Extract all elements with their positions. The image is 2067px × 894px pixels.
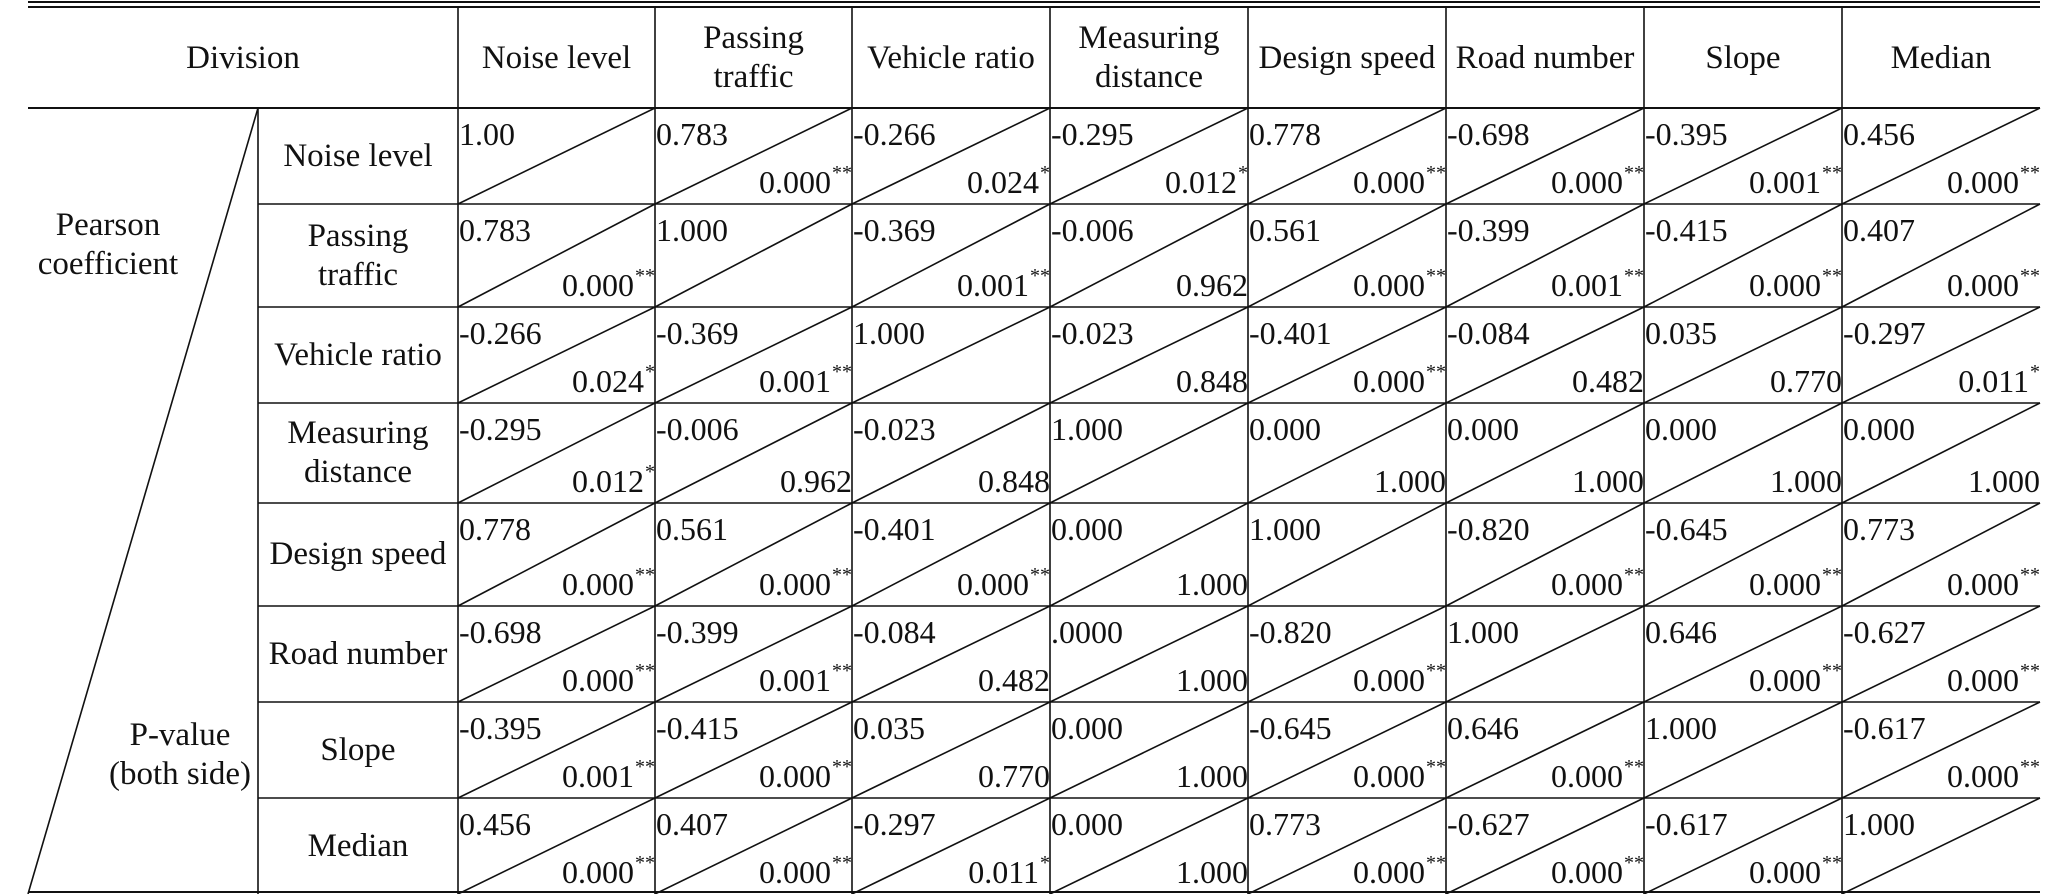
- p-value: [759, 361, 852, 399]
- p-value-number: 0.000: [1947, 164, 2019, 200]
- pearson-value: -0.399: [1447, 212, 1530, 248]
- p-value: [780, 465, 852, 497]
- p-value: [1374, 465, 1446, 497]
- pearson-value: 0.035: [1645, 315, 1717, 351]
- p-value-number: 0.000: [1551, 854, 1623, 890]
- pearson-value: -0.627: [1447, 806, 1530, 842]
- row-label: [258, 307, 458, 403]
- row-label: [258, 798, 458, 894]
- p-value: [1749, 162, 1842, 200]
- p-value: [562, 756, 655, 794]
- pearson-value: .0000: [1051, 614, 1123, 650]
- p-value: [1749, 660, 1842, 698]
- p-value: [1947, 162, 2040, 200]
- significance-mark: **: [2020, 564, 2040, 586]
- pearson-value: 1.000: [1249, 511, 1321, 547]
- p-value: [978, 664, 1050, 696]
- p-value-number: 0.482: [978, 662, 1050, 698]
- column-header-line: distance: [1094, 59, 1204, 95]
- pearson-value: 0.456: [1843, 116, 1915, 152]
- column-header: [655, 8, 852, 108]
- significance-mark: **: [1030, 564, 1050, 586]
- p-value: [572, 461, 655, 499]
- p-value-number: 0.482: [1572, 363, 1644, 399]
- p-value-number: 0.962: [1176, 267, 1248, 303]
- p-value: [1551, 265, 1644, 303]
- p-value-number: 0.000: [562, 566, 634, 602]
- p-value: [1749, 265, 1842, 303]
- p-value-number: 0.000: [759, 854, 831, 890]
- row-label-line: Slope: [320, 731, 396, 768]
- side-label-pvalue-line: (both side): [108, 756, 252, 792]
- p-value: [1353, 361, 1446, 399]
- header-division: Division: [186, 40, 300, 76]
- row-label: [258, 702, 458, 798]
- p-value-number: 0.001: [957, 267, 1029, 303]
- pearson-value: -0.415: [656, 710, 739, 746]
- pearson-value: 0.456: [459, 806, 531, 842]
- row-label-line: Measuring: [287, 415, 429, 452]
- p-value: [1176, 365, 1248, 397]
- pearson-value: 0.000: [1051, 511, 1123, 547]
- significance-mark: **: [635, 265, 655, 287]
- significance-mark: *: [2030, 361, 2040, 383]
- p-value-number: 0.000: [1551, 566, 1623, 602]
- p-value: [1176, 269, 1248, 301]
- p-value: [1176, 664, 1248, 696]
- pearson-value: -0.023: [853, 411, 936, 447]
- significance-mark: **: [2020, 265, 2040, 287]
- pearson-value: -0.645: [1645, 511, 1728, 547]
- p-value-number: 0.000: [1353, 662, 1425, 698]
- column-header-line: Median: [1890, 39, 1992, 76]
- pearson-value: -0.266: [853, 116, 936, 152]
- p-value: [562, 564, 655, 602]
- p-value: [1947, 265, 2040, 303]
- significance-mark: **: [832, 361, 852, 383]
- pearson-value: 0.407: [656, 806, 728, 842]
- p-value: [968, 852, 1050, 890]
- p-value: [1165, 162, 1248, 200]
- column-header-line: Passing: [703, 20, 804, 57]
- p-value-number: 0.000: [1353, 758, 1425, 794]
- significance-mark: **: [832, 852, 852, 874]
- significance-mark: **: [1030, 265, 1050, 287]
- p-value-number: 0.024: [967, 164, 1039, 200]
- p-value: [759, 660, 852, 698]
- p-value: [1551, 564, 1644, 602]
- pearson-value: -0.395: [1645, 116, 1728, 152]
- p-value-number: 0.001: [759, 662, 831, 698]
- significance-mark: *: [1040, 162, 1050, 184]
- pearson-value: 0.778: [459, 511, 531, 547]
- p-value-number: 1.000: [1572, 463, 1644, 499]
- pearson-value: -0.395: [459, 710, 542, 746]
- significance-mark: **: [1624, 756, 1644, 778]
- p-value: [957, 265, 1050, 303]
- p-value-number: 0.000: [1353, 854, 1425, 890]
- column-header-line: Vehicle ratio: [867, 39, 1035, 76]
- pearson-value: -0.023: [1051, 315, 1134, 351]
- p-value: [1749, 852, 1842, 890]
- pearson-value: -0.820: [1447, 511, 1530, 547]
- pearson-value: -0.295: [1051, 116, 1134, 152]
- p-value-number: 0.962: [780, 463, 852, 499]
- p-value: [562, 660, 655, 698]
- p-value-number: 1.000: [1176, 758, 1248, 794]
- side-label-pvalue: [100, 710, 260, 800]
- pearson-value: -0.401: [853, 511, 936, 547]
- significance-mark: *: [1040, 852, 1050, 874]
- p-value-number: 0.000: [1353, 267, 1425, 303]
- p-value: [1353, 162, 1446, 200]
- p-value-number: 0.000: [1749, 566, 1821, 602]
- column-header-line: Measuring: [1078, 20, 1220, 57]
- significance-mark: **: [832, 756, 852, 778]
- p-value-number: 0.001: [562, 758, 634, 794]
- p-value-number: 0.000: [562, 854, 634, 890]
- significance-mark: **: [2020, 756, 2040, 778]
- pearson-value: -0.084: [1447, 315, 1530, 351]
- pearson-value: -0.006: [1051, 212, 1134, 248]
- p-value: [1572, 365, 1644, 397]
- pearson-value: 0.561: [1249, 212, 1321, 248]
- pearson-value: 1.000: [853, 315, 925, 351]
- p-value: [978, 465, 1050, 497]
- p-value-number: 0.000: [1551, 164, 1623, 200]
- p-value: [1353, 852, 1446, 890]
- significance-mark: **: [1624, 162, 1644, 184]
- significance-mark: **: [1822, 265, 1842, 287]
- p-value-number: 0.848: [978, 463, 1050, 499]
- p-value-number: 0.000: [1947, 758, 2019, 794]
- p-value-number: 0.000: [1749, 854, 1821, 890]
- significance-mark: **: [832, 564, 852, 586]
- p-value: [1551, 852, 1644, 890]
- significance-mark: **: [1426, 361, 1446, 383]
- pearson-value: 1.000: [1843, 806, 1915, 842]
- significance-mark: **: [635, 852, 655, 874]
- row-label: [258, 108, 458, 204]
- p-value-number: 0.000: [759, 566, 831, 602]
- p-value: [562, 852, 655, 890]
- column-header-line: Road number: [1455, 39, 1635, 76]
- pearson-value: -0.084: [853, 614, 936, 650]
- significance-mark: *: [645, 461, 655, 483]
- p-value: [1353, 265, 1446, 303]
- pearson-value: -0.698: [459, 614, 542, 650]
- significance-mark: **: [1822, 564, 1842, 586]
- column-header-line: traffic: [713, 59, 794, 95]
- pearson-value: -0.627: [1843, 614, 1926, 650]
- pearson-value: 0.783: [459, 212, 531, 248]
- row-label: [258, 403, 458, 503]
- p-value: [759, 564, 852, 602]
- pearson-value: 0.035: [853, 710, 925, 746]
- pearson-value: 1.000: [656, 212, 728, 248]
- pearson-value: 0.000: [1645, 411, 1717, 447]
- pearson-value: 0.646: [1645, 614, 1717, 650]
- p-value: [1770, 465, 1842, 497]
- p-value: [1749, 564, 1842, 602]
- significance-mark: **: [1426, 660, 1446, 682]
- p-value-number: 0.011: [968, 854, 1039, 890]
- row-label-line: Passing: [307, 217, 409, 254]
- row-label-line: Vehicle ratio: [274, 336, 442, 373]
- side-label-pearson-line: coefficient: [37, 246, 179, 282]
- p-value-number: 0.000: [759, 758, 831, 794]
- significance-mark: *: [645, 361, 655, 383]
- p-value-number: 0.001: [759, 363, 831, 399]
- column-header: [852, 8, 1050, 108]
- p-value: [759, 162, 852, 200]
- p-value-number: 0.000: [562, 662, 634, 698]
- pearson-value: 0.561: [656, 511, 728, 547]
- significance-mark: **: [1822, 162, 1842, 184]
- significance-mark: **: [1426, 265, 1446, 287]
- row-label: [258, 204, 458, 307]
- significance-mark: *: [1238, 162, 1248, 184]
- column-header: [1644, 8, 1842, 108]
- significance-mark: **: [635, 660, 655, 682]
- pearson-value: -0.399: [656, 614, 739, 650]
- p-value: [1176, 856, 1248, 888]
- p-value-number: 0.001: [1551, 267, 1623, 303]
- significance-mark: **: [832, 660, 852, 682]
- pearson-value: -0.617: [1843, 710, 1926, 746]
- p-value: [978, 760, 1050, 792]
- pearson-value: 0.778: [1249, 116, 1321, 152]
- p-value-number: 0.000: [1749, 662, 1821, 698]
- p-value-number: 0.012: [1165, 164, 1237, 200]
- p-value: [1551, 756, 1644, 794]
- significance-mark: **: [1624, 852, 1644, 874]
- column-header: [1842, 8, 2040, 108]
- pearson-value: 0.000: [1249, 411, 1321, 447]
- side-label-pearson: [18, 200, 198, 290]
- significance-mark: **: [1426, 852, 1446, 874]
- p-value-number: 0.000: [1947, 566, 2019, 602]
- significance-mark: **: [832, 162, 852, 184]
- pearson-value: 1.000: [1645, 710, 1717, 746]
- pearson-value: -0.297: [1843, 315, 1926, 351]
- p-value-number: 0.012: [572, 463, 644, 499]
- pearson-value: -0.617: [1645, 806, 1728, 842]
- pearson-value: 0.000: [1843, 411, 1915, 447]
- p-value-number: 1.000: [1968, 463, 2040, 499]
- p-value-number: 0.000: [1551, 758, 1623, 794]
- p-value-number: 0.001: [1749, 164, 1821, 200]
- pearson-value: 0.783: [656, 116, 728, 152]
- pearson-value: -0.295: [459, 411, 542, 447]
- p-value-number: 0.000: [1947, 267, 2019, 303]
- p-value-number: 0.000: [562, 267, 634, 303]
- significance-mark: **: [1426, 162, 1446, 184]
- side-label-pearson-line: Pearson: [55, 207, 161, 244]
- pearson-value: -0.369: [853, 212, 936, 248]
- row-label-line: Median: [307, 827, 409, 864]
- p-value-number: 1.000: [1176, 662, 1248, 698]
- p-value: [759, 852, 852, 890]
- significance-mark: **: [1624, 265, 1644, 287]
- p-value: [1353, 756, 1446, 794]
- pearson-value: 0.773: [1843, 511, 1915, 547]
- pearson-value: 0.000: [1051, 806, 1123, 842]
- p-value: [1176, 568, 1248, 600]
- p-value: [967, 162, 1050, 200]
- significance-mark: **: [2020, 162, 2040, 184]
- p-value-number: 1.000: [1770, 463, 1842, 499]
- p-value: [1551, 162, 1644, 200]
- significance-mark: **: [1822, 660, 1842, 682]
- row-label-line: distance: [303, 454, 413, 490]
- significance-mark: **: [1426, 756, 1446, 778]
- column-header-line: Design speed: [1258, 39, 1436, 76]
- column-header-line: Noise level: [481, 39, 632, 76]
- p-value-number: 1.000: [1176, 566, 1248, 602]
- significance-mark: **: [635, 756, 655, 778]
- p-value-number: 0.770: [978, 758, 1050, 794]
- row-label-line: Design speed: [269, 536, 447, 573]
- significance-mark: **: [635, 564, 655, 586]
- row-label-line: Noise level: [283, 137, 433, 174]
- pearson-value: -0.698: [1447, 116, 1530, 152]
- pearson-value: 0.646: [1447, 710, 1519, 746]
- pearson-value: 1.000: [1051, 411, 1123, 447]
- p-value-number: 1.000: [1176, 854, 1248, 890]
- significance-mark: **: [1822, 852, 1842, 874]
- p-value-number: 1.000: [1374, 463, 1446, 499]
- p-value: [1968, 465, 2040, 497]
- p-value-number: 0.000: [1749, 267, 1821, 303]
- row-label-line: traffic: [317, 256, 398, 293]
- p-value-number: 0.000: [1947, 662, 2019, 698]
- p-value: [1947, 564, 2040, 602]
- column-header: [1050, 8, 1248, 108]
- p-value-number: 0.000: [1353, 164, 1425, 200]
- pearson-value: -0.369: [656, 315, 739, 351]
- p-value: [759, 756, 852, 794]
- p-value: [1572, 465, 1644, 497]
- p-value: [562, 265, 655, 303]
- p-value: [957, 564, 1050, 602]
- p-value-number: 0.000: [1353, 363, 1425, 399]
- column-header-line: Slope: [1705, 39, 1781, 76]
- row-label: [258, 606, 458, 702]
- p-value-number: 0.848: [1176, 363, 1248, 399]
- pearson-value: -0.297: [853, 806, 936, 842]
- pearson-value: -0.645: [1249, 710, 1332, 746]
- p-value-number: 0.011: [1958, 363, 2029, 399]
- pearson-value: 1.000: [1447, 614, 1519, 650]
- p-value-number: 0.000: [957, 566, 1029, 602]
- row-label: [258, 503, 458, 606]
- p-value-number: 0.770: [1770, 363, 1842, 399]
- pearson-value: 0.407: [1843, 212, 1915, 248]
- p-value: [1353, 660, 1446, 698]
- p-value: [572, 361, 655, 399]
- pearson-value: 0.000: [1051, 710, 1123, 746]
- side-label-pvalue-line: P-value: [129, 717, 231, 754]
- significance-mark: **: [2020, 660, 2040, 682]
- column-header: [1248, 8, 1446, 108]
- column-header: [458, 8, 655, 108]
- pearson-value: -0.415: [1645, 212, 1728, 248]
- pearson-value: -0.006: [656, 411, 739, 447]
- p-value: [1770, 365, 1842, 397]
- row-label-line: Road number: [268, 635, 448, 672]
- significance-mark: **: [1624, 564, 1644, 586]
- p-value: [1176, 760, 1248, 792]
- p-value-number: 0.024: [572, 363, 644, 399]
- pearson-value: -0.266: [459, 315, 542, 351]
- pearson-value: -0.401: [1249, 315, 1332, 351]
- p-value: [1947, 660, 2040, 698]
- pearson-value: 1.00: [459, 116, 515, 152]
- p-value: [1947, 756, 2040, 794]
- p-value-number: 0.000: [759, 164, 831, 200]
- pearson-value: 0.000: [1447, 411, 1519, 447]
- p-value: [1958, 361, 2040, 399]
- column-header: [1446, 8, 1644, 108]
- pearson-value: 0.773: [1249, 806, 1321, 842]
- pearson-value: -0.820: [1249, 614, 1332, 650]
